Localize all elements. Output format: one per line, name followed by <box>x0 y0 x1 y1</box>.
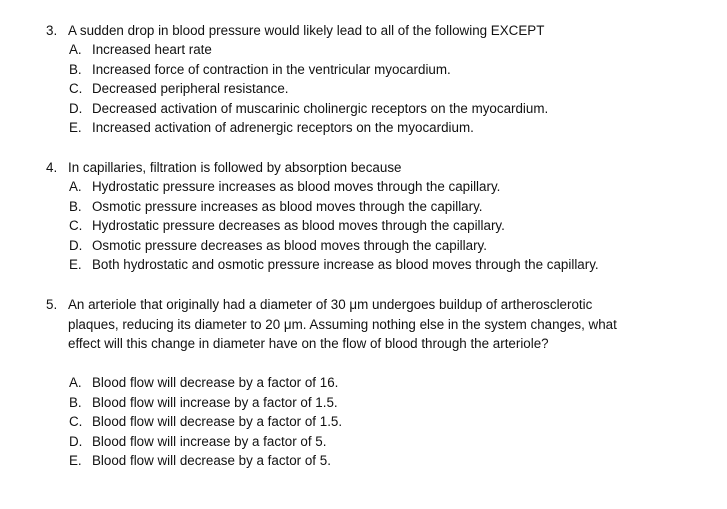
question-stem: In capillaries, filtration is followed by absorption because <box>68 160 402 175</box>
question-stem: A sudden drop in blood pressure would likely lead to all of the following EXCEPT <box>68 23 545 38</box>
option-a <box>0 40 727 60</box>
option-text: Osmotic pressure increases as blood moves through the capillary. <box>92 199 483 214</box>
option-text: Hydrostatic pressure increases as blood moves through the capillary. <box>92 179 501 194</box>
option-b <box>0 60 727 80</box>
option-letter: B. <box>69 395 82 410</box>
option-text: Osmotic pressure decreases as blood moves through the capillary. <box>92 238 487 253</box>
option-letter: C. <box>69 81 83 96</box>
option-text: Increased activation of adrenergic receptors on the myocardium. <box>92 120 474 135</box>
option-text: Blood flow will decrease by a factor of 1.5. <box>92 414 343 429</box>
option-e <box>0 255 727 295</box>
option-letter: A. <box>69 179 82 194</box>
option-text: Hydrostatic pressure decreases as blood moves through the capillary. <box>92 218 505 233</box>
option-c <box>0 412 727 432</box>
option-d <box>0 99 727 119</box>
option-text: Decreased peripheral resistance. <box>92 81 289 96</box>
option-d <box>0 236 727 256</box>
option-letter: E. <box>69 453 82 468</box>
option-letter: D. <box>69 238 83 253</box>
option-d <box>0 432 727 452</box>
option-letter: C. <box>69 414 83 429</box>
option-text: Blood flow will decrease by a factor of 5. <box>92 453 331 468</box>
option-text: Blood flow will increase by a factor of 1.5. <box>92 395 338 410</box>
option-letter: A. <box>69 375 82 390</box>
option-b <box>0 197 727 217</box>
option-c <box>0 79 727 99</box>
option-e <box>0 451 727 471</box>
option-text: Blood flow will decrease by a factor of 16. <box>92 375 339 390</box>
option-letter: D. <box>69 101 83 116</box>
option-a <box>0 177 727 197</box>
option-letter: A. <box>69 42 82 57</box>
option-letter: E. <box>69 257 82 272</box>
option-text: Decreased activation of muscarinic cholinergic receptors on the myocardium. <box>92 101 549 116</box>
option-letter: C. <box>69 218 83 233</box>
question-number: 5. <box>46 297 58 312</box>
option-text: Increased heart rate <box>92 42 212 57</box>
option-text: Both hydrostatic and osmotic pressure increase as blood moves through the capillary. <box>92 257 599 272</box>
option-c <box>0 216 727 236</box>
option-letter: D. <box>69 434 83 449</box>
question-number: 3. <box>46 23 58 38</box>
question-number: 4. <box>46 160 58 175</box>
option-letter: B. <box>69 199 82 214</box>
option-e <box>0 118 727 138</box>
option-letter: B. <box>69 62 82 77</box>
question-stem: An arteriole that originally had a diameter of 30 μm undergoes buildup of artherosclerotic plaques, reducing its diameter to 20 μm. Assuming nothing else in the system changes, what effect will this change in diameter have on the flow of blood through the arteriole? <box>68 297 617 352</box>
option-letter: E. <box>69 120 82 135</box>
option-text: Increased force of contraction in the ventricular myocardium. <box>92 62 451 77</box>
option-b <box>0 393 727 413</box>
option-a <box>0 373 727 393</box>
option-text: Blood flow will increase by a factor of 5. <box>92 434 327 449</box>
